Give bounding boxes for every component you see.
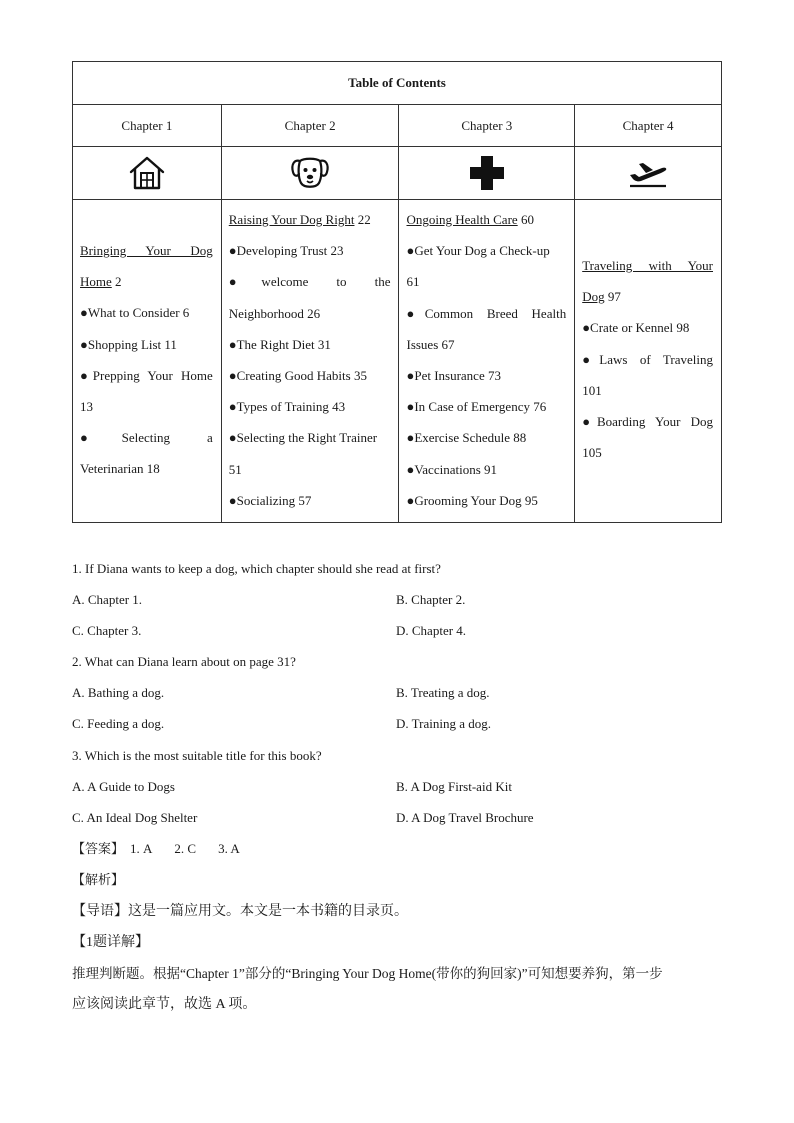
toc-item: ●Developing Trust 23	[228, 243, 344, 259]
toc-item-cont: 101	[582, 382, 602, 398]
toc-item: ●Grooming Your Dog 95	[406, 492, 538, 508]
chapter-1-heading: Bringing Your Dog	[80, 243, 213, 258]
answer-item: 1. A	[130, 841, 153, 856]
chapter-1-heading-page: 2	[115, 274, 122, 290]
house-icon	[129, 156, 165, 190]
answer-key	[72, 841, 246, 857]
dog-face-icon	[290, 155, 330, 191]
detail-label: 【1题详解】	[72, 935, 149, 950]
question-1-option-d: D. Chapter 4.	[396, 623, 467, 638]
chapter-4-heading: Traveling with Your	[582, 258, 713, 273]
table-of-contents	[72, 61, 722, 523]
toc-item: ●Crate or Kennel 98	[582, 320, 690, 336]
question-3-option-a: A. A Guide to Dogs	[72, 779, 175, 794]
medical-cross-icon	[469, 155, 505, 191]
toc-item-cont: Veterinarian 18	[80, 461, 160, 477]
chapter-3-heading-page: 60	[520, 212, 534, 227]
toc-item: ●Types of Training 43	[228, 399, 346, 415]
answer-label: 【答案】	[72, 841, 125, 856]
answer-item: 3. A	[218, 841, 240, 856]
chapter-1-heading-cont: Home	[80, 274, 112, 290]
question-1-option-b: B. Chapter 2.	[396, 592, 466, 607]
question-3-option-c: C. An Ideal Dog Shelter	[72, 810, 198, 825]
chapter-2-icon-cell	[221, 147, 399, 200]
question-3-stem: 3. Which is the most suitable title for this book?	[72, 748, 322, 763]
question-1-stem: 1. If Diana wants to keep a dog, which chapter should she read at first?	[72, 561, 441, 576]
question-2-option-d: D. Training a dog.	[396, 716, 491, 731]
question-3-option-b: B. A Dog First-aid Kit	[396, 779, 512, 794]
toc-item: ●Vaccinations 91	[406, 461, 498, 477]
toc-item: ●welcome to the	[228, 274, 391, 290]
chapter-4-icon-cell	[575, 147, 722, 200]
question-2-option-a: A. Bathing a dog.	[72, 685, 165, 700]
airplane-takeoff-icon	[626, 158, 670, 188]
chapter-4-heading-cont: Dog	[582, 289, 605, 305]
analysis-label: 【解析】	[72, 872, 125, 887]
toc-item: ●Creating Good Habits 35	[228, 368, 367, 384]
chapter-1-header: Chapter 1	[73, 105, 222, 147]
question-3-option-d: D. A Dog Travel Brochure	[396, 810, 534, 825]
toc-item: ●What to Consider 6	[80, 305, 190, 321]
chapter-3-heading: Ongoing Health Care	[406, 212, 518, 227]
detail-text-line-1: 推理判断题。根据“Chapter 1”部分的“Bringing Your Dog Home(带你的狗回家)”可知想要养狗，第一步	[72, 966, 663, 981]
chapter-3-header: Chapter 3	[399, 105, 575, 147]
toc-item-cont: 61	[406, 274, 420, 290]
chapter-2-contents	[221, 200, 399, 523]
toc-item: ●Boarding Your Dog	[582, 414, 713, 430]
chapter-1-contents	[73, 200, 222, 523]
chapter-4-heading-page: 97	[607, 289, 621, 305]
question-1-option-c: C. Chapter 3.	[72, 623, 142, 638]
toc-item-cont: Issues 67	[406, 336, 455, 352]
toc-item: ●In Case of Emergency 76	[406, 399, 547, 415]
toc-item: ●Socializing 57	[228, 492, 312, 508]
toc-item: ●Get Your Dog a Check-up	[406, 243, 550, 259]
chapter-1-icon-cell	[73, 147, 222, 200]
answer-item: 2. C	[174, 841, 197, 856]
toc-item-cont: Neighborhood 26	[228, 305, 321, 321]
question-2-stem: 2. What can Diana learn about on page 31?	[72, 654, 296, 669]
toc-item: ●Selecting the Right Trainer	[228, 430, 378, 446]
toc-title: Table of Contents	[73, 62, 722, 105]
toc-item: ●Laws of Traveling	[582, 351, 713, 367]
toc-item-cont: 13	[80, 399, 93, 415]
toc-item: ●Selecting a	[80, 430, 213, 446]
toc-item: ●Shopping List 11	[80, 336, 177, 352]
chapter-2-header: Chapter 2	[221, 105, 399, 147]
guide-text: 【导语】这是一篇应用文。本文是一本书籍的目录页。	[72, 904, 408, 919]
toc-item: ●Prepping Your Home	[80, 367, 213, 383]
toc-item: ●Common Breed Health	[406, 305, 567, 321]
detail-text-line-2: 应该阅读此章节，故选 A 项。	[72, 997, 257, 1012]
toc-item: ●Exercise Schedule 88	[406, 430, 527, 446]
toc-item-cont: 51	[228, 461, 242, 477]
question-2-option-b: B. Treating a dog.	[396, 685, 490, 700]
chapter-3-icon-cell	[399, 147, 575, 200]
chapter-3-contents	[399, 200, 575, 523]
toc-item: ●The Right Diet 31	[228, 336, 331, 352]
chapter-4-header: Chapter 4	[575, 105, 722, 147]
question-1-option-a: A. Chapter 1.	[72, 592, 143, 607]
question-2-option-c: C. Feeding a dog.	[72, 716, 165, 731]
chapter-2-heading-page: 22	[357, 212, 371, 227]
chapter-4-contents	[575, 200, 722, 523]
toc-item: ●Pet Insurance 73	[406, 368, 501, 384]
toc-item-cont: 105	[582, 445, 602, 461]
chapter-2-heading: Raising Your Dog Right	[228, 212, 355, 227]
